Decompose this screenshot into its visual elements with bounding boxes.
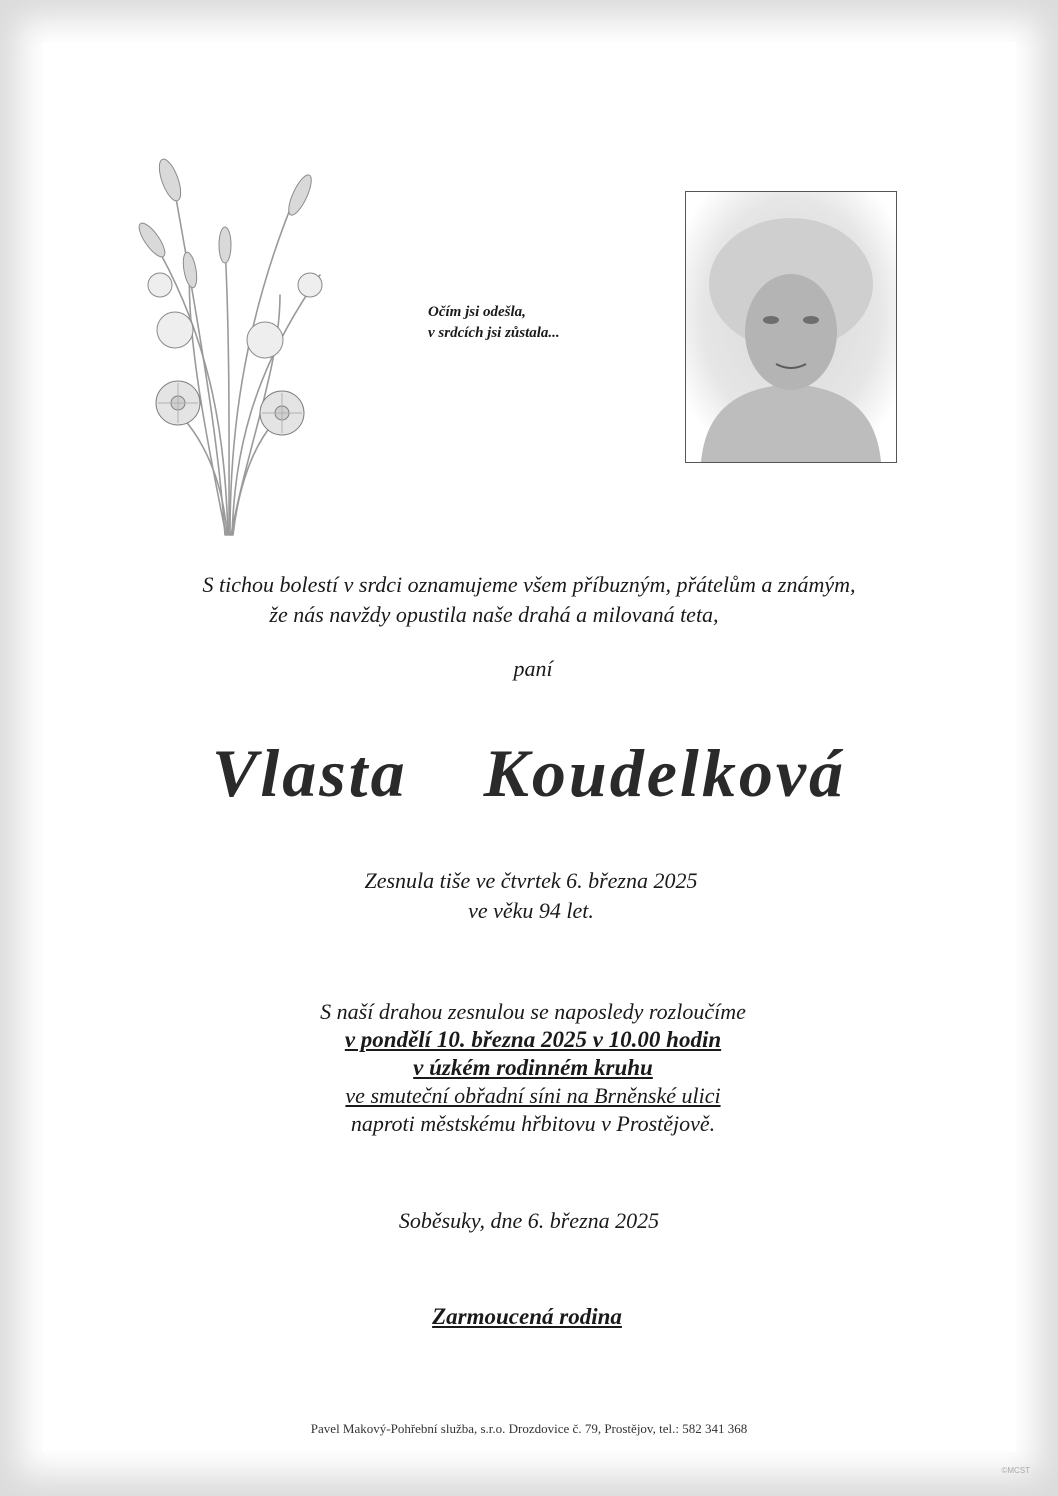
place-and-date: Soběsuky, dne 6. března 2025: [398, 1208, 660, 1233]
flower-bouquet-illustration: [130, 145, 340, 545]
funeral-datetime: v pondělí 10. března 2025 v 10.00 hodin: [344, 1027, 722, 1052]
epitaph-verse: [428, 302, 688, 344]
deceased-name: Vlasta Koudelková: [211, 735, 847, 811]
portrait-photo: [685, 191, 897, 463]
announcement-line-1: S tichou bolestí v srdci oznamujeme všem příbuzným, přátelům a známým,: [202, 572, 856, 597]
signature: Zarmoucená rodina: [432, 1304, 622, 1329]
funeral-privacy-note: v úzkém rodinném kruhu: [413, 1055, 653, 1080]
corner-mark: ©MCST: [1001, 1466, 1030, 1475]
epitaph-line-2: v srdcích jsi zůstala...: [428, 325, 560, 341]
funeral-details: [4, 998, 1058, 1138]
funeral-venue: ve smuteční obřadní síni na Brněnské ulici: [345, 1083, 721, 1108]
funeral-service-footer: Pavel Makový-Pohřební služba, s.r.o. Drozdovice č. 79, Prostějov, tel.: 582 341 368: [310, 1421, 748, 1436]
announcement-line-2: že nás navždy opustila naše drahá a milovaná teta,: [269, 602, 719, 627]
announcement-text: [0, 570, 1058, 630]
salutation: paní: [513, 656, 553, 681]
age-line: ve věku 94 let.: [468, 898, 594, 923]
death-date-line: Zesnula tiše ve čtvrtek 6. března 2025: [364, 868, 698, 893]
funeral-intro-line: S naší drahou zesnulou se naposledy rozloučíme: [320, 999, 746, 1024]
portrait-image: [686, 192, 896, 462]
funeral-venue-location: naproti městskému hřbitovu v Prostějově.: [350, 1111, 716, 1136]
epitaph-line-1: Očím jsi odešla,: [428, 304, 526, 320]
death-info: [2, 866, 1058, 926]
